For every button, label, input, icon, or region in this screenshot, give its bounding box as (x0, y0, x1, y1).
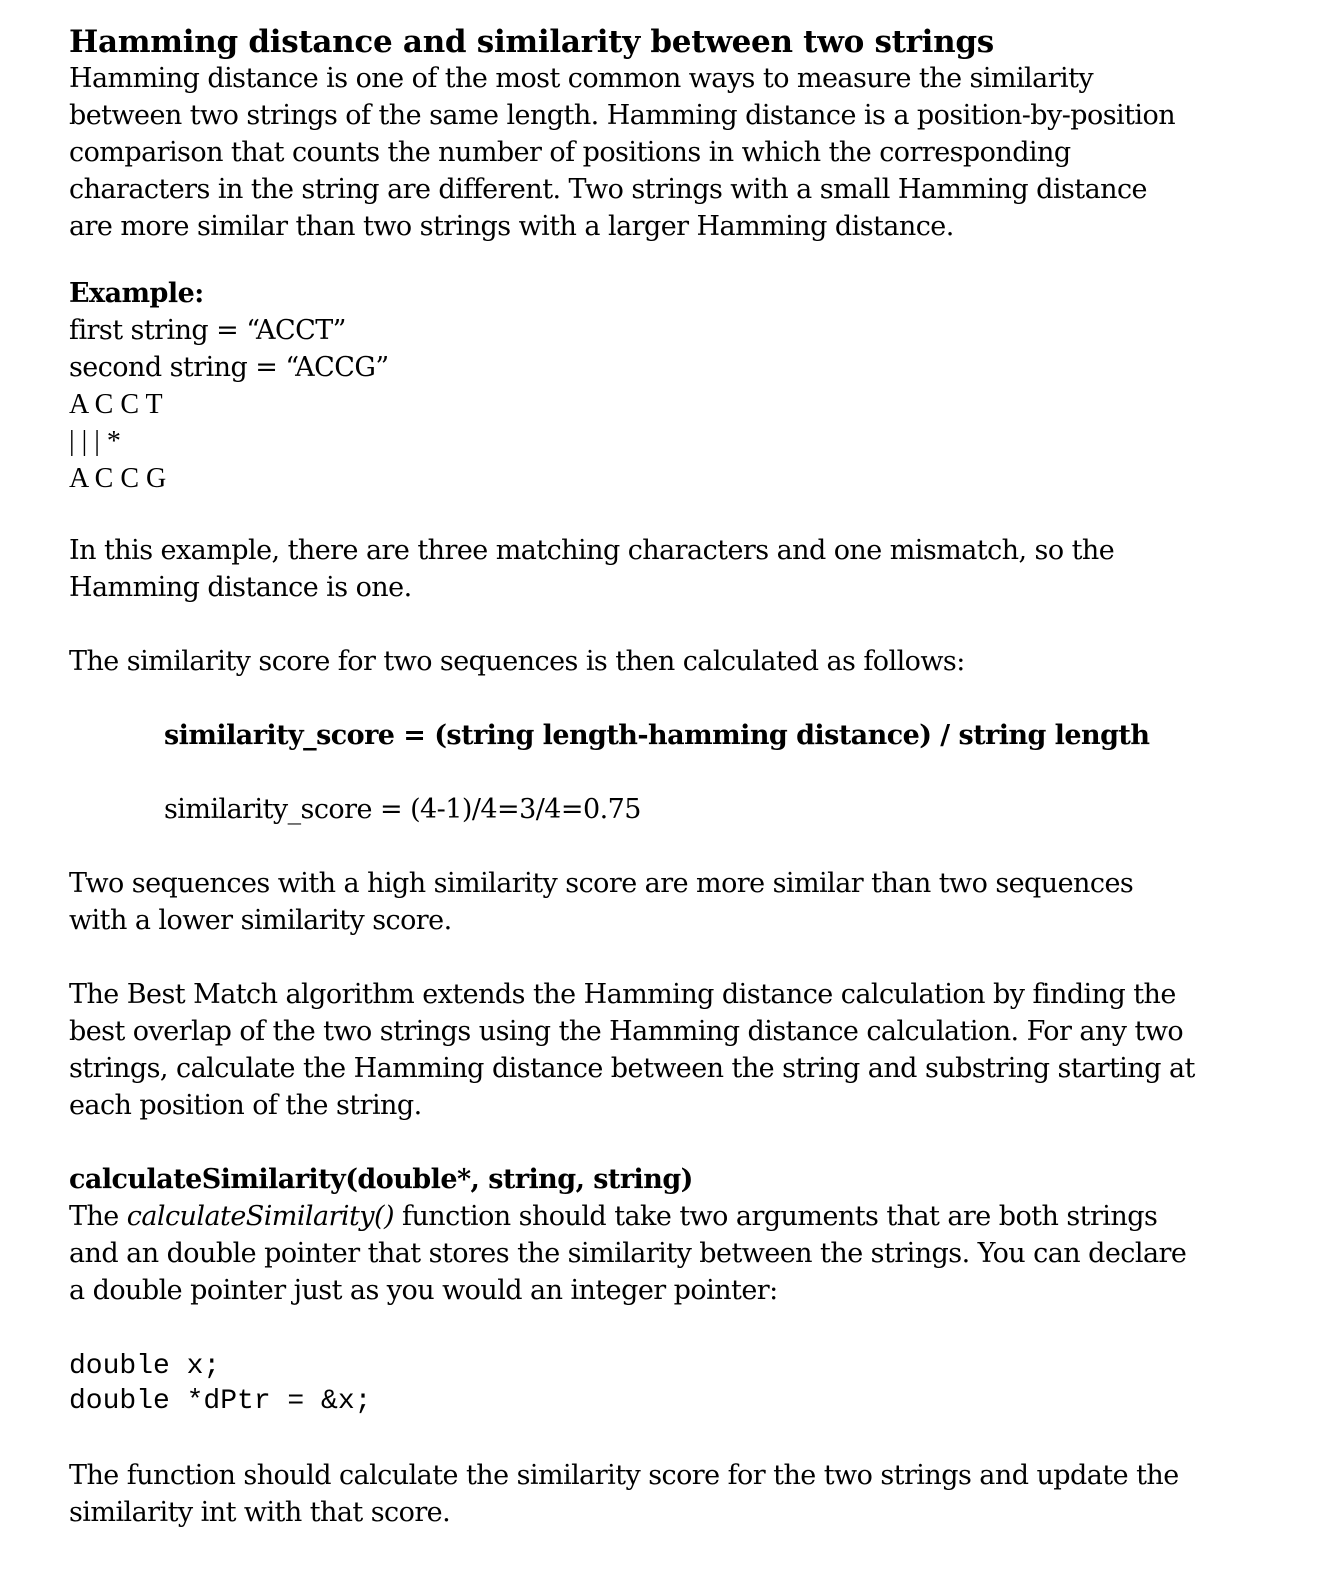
function-description-line (69, 1198, 1269, 1235)
example-heading: Example: (69, 278, 204, 309)
desc-suffix: function should take two arguments that are both strings (393, 1201, 1158, 1232)
best-match-line: each position of the string. (69, 1090, 422, 1121)
intro-line: are more similar than two strings with a larger Hamming distance. (69, 211, 954, 242)
best-match-line: strings, calculate the Hamming distance between the string and substring starting at (69, 1053, 1195, 1084)
example-second-string: second string = “ACCG” (69, 352, 389, 383)
desc-prefix: The (69, 1201, 127, 1232)
high-score-paragraph (69, 865, 1269, 939)
best-match-paragraph (69, 976, 1269, 1124)
function-description (69, 1198, 1269, 1309)
function-description-line: and an double pointer that stores the similarity between the strings. You can declare (69, 1238, 1187, 1269)
alignment-row: A C C G (69, 463, 167, 494)
intro-line: characters in the string are different. Two strings with a small Hamming distance (69, 174, 1147, 205)
function-signature: calculateSimilarity(double*, string, string) (69, 1164, 693, 1195)
example-first-string: first string = “ACCT” (69, 315, 346, 346)
high-score-line: Two sequences with a high similarity score are more similar than two sequences (69, 868, 1134, 899)
intro-line: Hamming distance is one of the most common ways to measure the similarity (69, 63, 1094, 94)
alignment-row: | | | * (69, 426, 121, 457)
alignment-row: A C C T (69, 389, 163, 420)
similarity-intro: The similarity score for two sequences is then calculated as follows: (69, 646, 965, 677)
code-line: double x; (69, 1351, 221, 1382)
intro-line: comparison that counts the number of positions in which the corresponding (69, 137, 1071, 168)
explanation-line: Hamming distance is one. (69, 572, 412, 603)
code-line: double *dPtr = &x; (69, 1386, 372, 1417)
best-match-line: best overlap of the two strings using the Hamming distance calculation. For any two (69, 1016, 1184, 1047)
page-title: Hamming distance and similarity between two strings (69, 24, 994, 60)
similarity-formula: similarity_score = (string length-hamming distance) / string length (164, 720, 1150, 751)
high-score-line: with a lower similarity score. (69, 905, 452, 936)
closing-line: The function should calculate the similarity score for the two strings and update the (69, 1460, 1179, 1491)
similarity-formula-example: similarity_score = (4-1)/4=3/4=0.75 (164, 794, 641, 825)
document-page (69, 22, 1269, 1531)
alignment-block (69, 386, 1269, 497)
explanation-line: In this example, there are three matching characters and one mismatch, so the (69, 535, 1115, 566)
closing-paragraph (69, 1457, 1269, 1531)
intro-line: between two strings of the same length. Hamming distance is a position-by-position (69, 100, 1176, 131)
closing-line: similarity int with that score. (69, 1497, 451, 1528)
code-block (69, 1349, 1269, 1419)
explanation-paragraph (69, 532, 1269, 606)
intro-paragraph (69, 60, 1269, 245)
best-match-line: The Best Match algorithm extends the Hamming distance calculation by finding the (69, 979, 1176, 1010)
function-name: calculateSimilarity() (126, 1201, 394, 1232)
function-description-line: a double pointer just as you would an integer pointer: (69, 1275, 778, 1306)
